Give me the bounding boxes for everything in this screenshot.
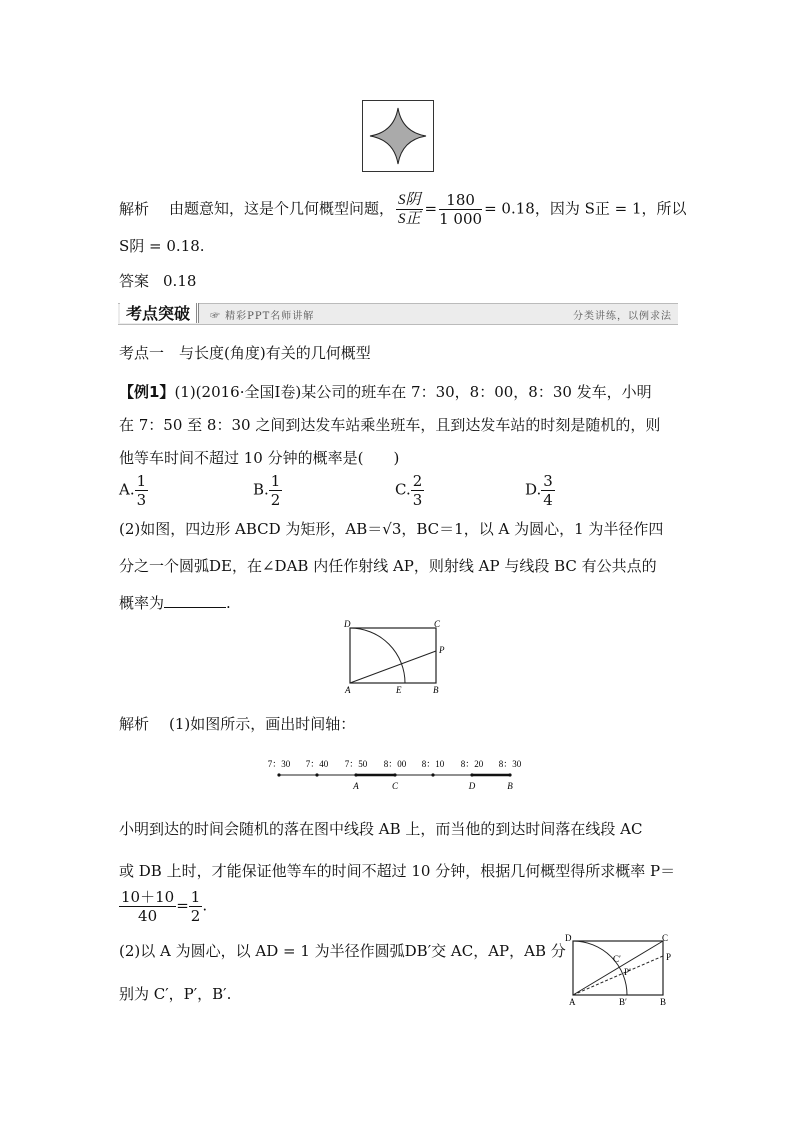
solution2-label: 解析 xyxy=(119,715,150,733)
timeline-dot xyxy=(354,773,357,776)
fig1-label-b: B xyxy=(433,685,439,695)
timeline-figure xyxy=(260,756,540,796)
tick-740: 7：40 xyxy=(305,759,329,769)
probability-fraction-line xyxy=(119,888,207,925)
area-ratio-fraction xyxy=(396,191,423,228)
tick-800: 8：00 xyxy=(383,759,407,769)
equals-sign: = xyxy=(176,896,189,915)
banner-title: 考点突破 xyxy=(120,303,199,323)
solution2-text: (1)如图所示，画出时间轴： xyxy=(169,715,356,733)
part2-prompt: 概率为 xyxy=(119,594,165,612)
timeline-dot xyxy=(431,773,434,776)
option-d-den: 4 xyxy=(543,491,553,509)
solution2-p2: 或 DB 上时，才能保证他等车的时间不超过 10 分钟，根据几何概型得所求概率 P＝ xyxy=(119,862,676,880)
value-fraction-num: 180 xyxy=(439,191,482,210)
fig1-label-e: E xyxy=(396,685,402,695)
area-ratio-num: S阴 xyxy=(398,192,421,208)
option-d-num: 3 xyxy=(543,472,553,490)
example1-part2-line1: (2)如图，四边形 ABCD 为矩形，AB＝√3，BC＝1，以 A 为圆心，1 为半径作四 xyxy=(119,520,664,538)
solution1-line2: S阴 = 0.18. xyxy=(119,237,205,255)
tick-830: 8：30 xyxy=(498,759,522,769)
option-b-den: 2 xyxy=(270,491,281,509)
value-fraction xyxy=(439,191,482,228)
example1-line2: 在 7：50 至 8：30 之间到达发车站乘坐班车，且到达发车站的时刻是随机的，则 xyxy=(119,416,661,434)
example1-line1-text: (1)(2016·全国Ⅰ卷)某公司的班车在 7：30，8：00，8：30 发车，小明 xyxy=(174,383,652,401)
answer-blank xyxy=(164,593,226,608)
solution2-line xyxy=(119,713,355,734)
example1-line1 xyxy=(119,381,652,402)
fig1-label-a: A xyxy=(345,685,351,695)
option-c xyxy=(395,472,424,509)
solution2-p4: 别为 C′，P′，B′. xyxy=(119,985,232,1003)
area-ratio-den: S正 xyxy=(398,211,421,227)
example1-part2-line2: 分之一个圆弧DE，在∠DAB 内任作射线 AP，则射线 AP 与线段 BC 有公共点的 xyxy=(119,557,657,575)
probability-den: 40 xyxy=(138,907,158,925)
probability-num: 10＋10 xyxy=(121,888,175,906)
solution1-tail: = 0.18，因为 S正 = 1，所以 xyxy=(484,199,687,218)
tick-820: 8：20 xyxy=(460,759,484,769)
part2-end: . xyxy=(226,594,231,612)
option-c-den: 3 xyxy=(412,491,423,509)
fig2-label-c-prime: C′ xyxy=(613,954,621,964)
answer-line xyxy=(119,270,196,291)
fig1-label-p: P xyxy=(439,645,445,655)
astroid-figure xyxy=(362,100,434,172)
fig2-label-c: C xyxy=(662,933,669,943)
option-b-letter: B. xyxy=(253,480,269,499)
option-b xyxy=(253,472,282,509)
banner-right: 分类讲练，以例求法 xyxy=(573,311,672,322)
point-a: A xyxy=(353,781,359,791)
fig2-label-b: B xyxy=(660,997,667,1007)
tick-730: 7：30 xyxy=(267,759,291,769)
equals-sign: = xyxy=(424,199,438,218)
fig2-label-a: A xyxy=(569,997,576,1007)
option-a-den: 3 xyxy=(136,491,147,509)
half-end: . xyxy=(202,896,208,915)
rectangle-arc-figure xyxy=(340,618,460,696)
option-a-num: 1 xyxy=(136,472,147,490)
solution2-p1: 小明到达的时间会随机的落在图中线段 AB 上，而当他的到达时间落在线段 AC xyxy=(119,820,643,838)
timeline-dot xyxy=(315,773,318,776)
fig1-label-d: D xyxy=(344,619,351,629)
point-b: B xyxy=(507,781,513,791)
option-d xyxy=(525,472,555,509)
option-b-num: 1 xyxy=(270,472,281,490)
example1-tag: 【例1】 xyxy=(119,383,175,401)
fig1-label-c: C xyxy=(434,619,441,629)
example1-part2-line3 xyxy=(119,592,231,613)
answer-label: 答案 xyxy=(119,272,150,290)
example1-line3: 他等车时间不超过 10 分钟的概率是( ) xyxy=(119,449,400,467)
option-a xyxy=(119,472,148,509)
answer-value: 0.18 xyxy=(163,272,197,290)
solution2-p3: (2)以 A 为圆心，以 AD = 1 为半径作圆弧DB′交 AC，AP，AB 分 xyxy=(119,942,566,960)
fig2-label-p-prime: P′ xyxy=(624,967,631,977)
solution1-line xyxy=(119,191,687,228)
fig2-label-d: D xyxy=(565,933,572,943)
solution1-label: 解析 xyxy=(119,199,150,218)
timeline-dot xyxy=(277,773,280,776)
fig2-label-p: P xyxy=(666,952,672,962)
timeline-dot xyxy=(508,773,511,776)
solution1-text: 由题意知，这是个几何概型问题， xyxy=(169,199,395,218)
timeline-dot xyxy=(393,773,396,776)
rectangle-arc-figure-2 xyxy=(560,930,680,1010)
section-title: 考点一 与长度(角度)有关的几何概型 xyxy=(119,344,371,362)
tick-750: 7：50 xyxy=(344,759,368,769)
option-a-letter: A. xyxy=(119,480,135,499)
timeline-dot xyxy=(470,773,473,776)
value-fraction-den: 1 000 xyxy=(439,210,483,228)
point-c: C xyxy=(391,781,399,791)
section-banner xyxy=(118,303,678,325)
option-c-letter: C. xyxy=(395,480,411,499)
banner-middle: ☞ 精彩PPT名师讲解 xyxy=(210,311,315,322)
option-d-letter: D. xyxy=(525,480,542,499)
half-den: 2 xyxy=(190,907,201,925)
tick-810: 8：10 xyxy=(421,759,445,769)
point-d: D xyxy=(468,781,476,791)
half-num: 1 xyxy=(190,888,201,906)
fig2-label-b-prime: B′ xyxy=(619,997,627,1007)
option-c-num: 2 xyxy=(412,472,423,490)
